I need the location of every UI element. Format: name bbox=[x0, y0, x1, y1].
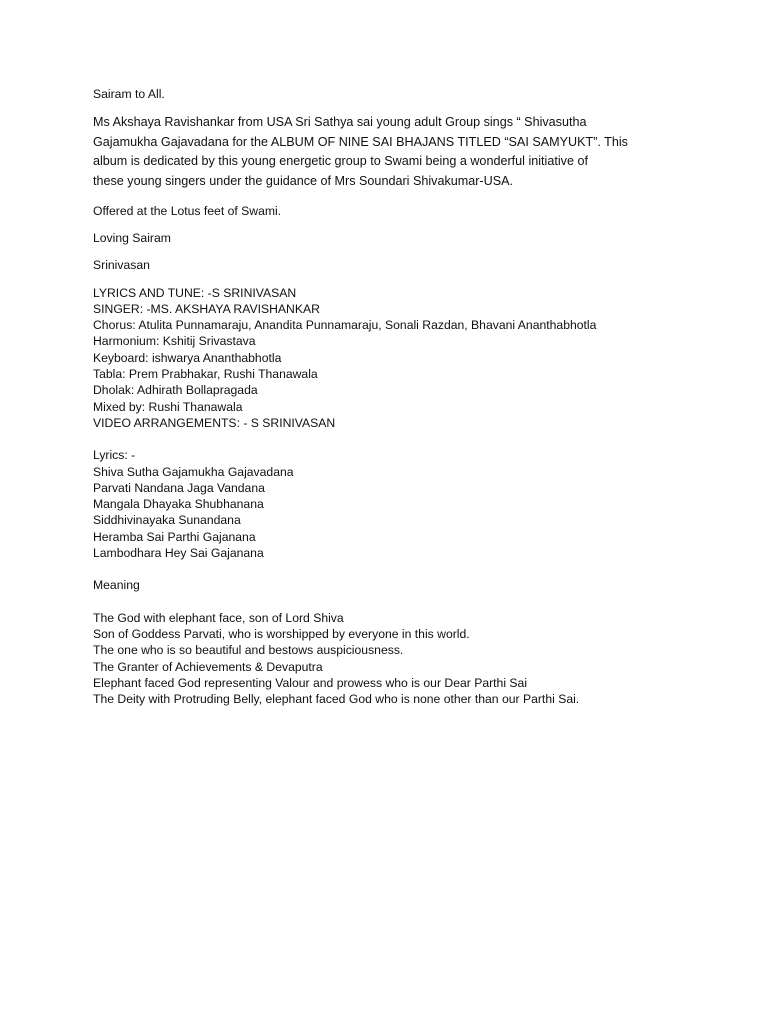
intro-paragraph bbox=[93, 113, 683, 191]
lyric-line: Lambodhara Hey Sai Gajanana bbox=[93, 546, 264, 561]
meaning-line: Son of Goddess Parvati, who is worshipped by everyone in this world. bbox=[93, 626, 470, 641]
intro-line: these young singers under the guidance of Mrs Soundari Shivakumar-USA. bbox=[93, 174, 514, 189]
intro-line: Gajamukha Gajavadana for the ALBUM OF NINE SAI BHAJANS TITLED “SAI SAMYUKT”. This bbox=[93, 134, 628, 149]
meaning-line: The Deity with Protruding Belly, elephant faced God who is none other than our Parthi Sai. bbox=[93, 692, 580, 707]
signoff-line: Loving Sairam bbox=[93, 230, 171, 245]
meaning-line: The Granter of Achievements & Devaputra bbox=[93, 659, 323, 674]
meaning-block bbox=[93, 610, 683, 708]
lyric-line: Mangala Dhayaka Shubhanana bbox=[93, 497, 264, 512]
lyric-line: Shiva Sutha Gajamukha Gajavadana bbox=[93, 464, 294, 479]
credit-line: VIDEO ARRANGEMENTS: - S SRINIVASAN bbox=[93, 415, 336, 430]
credit-line: Harmonium: Kshitij Srivastava bbox=[93, 334, 256, 349]
meaning-line: Elephant faced God representing Valour and prowess who is our Dear Parthi Sai bbox=[93, 675, 528, 690]
offered-line: Offered at the Lotus feet of Swami. bbox=[93, 203, 282, 218]
credit-line: Keyboard: ishwarya Ananthabhotla bbox=[93, 350, 282, 365]
meaning-line: The one who is so beautiful and bestows auspiciousness. bbox=[93, 643, 404, 658]
author-name: Srinivasan bbox=[93, 258, 150, 273]
credits-block bbox=[93, 285, 683, 432]
intro-line: Ms Akshaya Ravishankar from USA Sri Sathya sai young adult Group sings “ Shivasutha bbox=[93, 115, 587, 130]
meaning-line: The God with elephant face, son of Lord Shiva bbox=[93, 610, 344, 625]
lyrics-heading: Lyrics: - bbox=[93, 448, 136, 463]
lyric-line: Siddhivinayaka Sunandana bbox=[93, 513, 241, 528]
document-page bbox=[93, 86, 683, 707]
credit-line: Mixed by: Rushi Thanawala bbox=[93, 399, 243, 414]
meaning-heading: Meaning bbox=[93, 578, 140, 593]
credit-line: SINGER: -MS. AKSHAYA RAVISHANKAR bbox=[93, 301, 320, 316]
credit-line: LYRICS AND TUNE: -S SRINIVASAN bbox=[93, 285, 297, 300]
lyric-line: Parvati Nandana Jaga Vandana bbox=[93, 480, 265, 495]
greeting: Sairam to All. bbox=[93, 87, 165, 101]
credit-line: Dholak: Adhirath Bollapragada bbox=[93, 383, 258, 398]
credit-line: Chorus: Atulita Punnamaraju, Anandita Punnamaraju, Sonali Razdan, Bhavani Ananthabhotla bbox=[93, 318, 597, 333]
credit-line: Tabla: Prem Prabhakar, Rushi Thanawala bbox=[93, 367, 318, 382]
lyric-line: Heramba Sai Parthi Gajanana bbox=[93, 529, 256, 544]
lyrics-block bbox=[93, 447, 683, 561]
intro-line: album is dedicated by this young energetic group to Swami being a wonderful initiative of bbox=[93, 154, 588, 169]
